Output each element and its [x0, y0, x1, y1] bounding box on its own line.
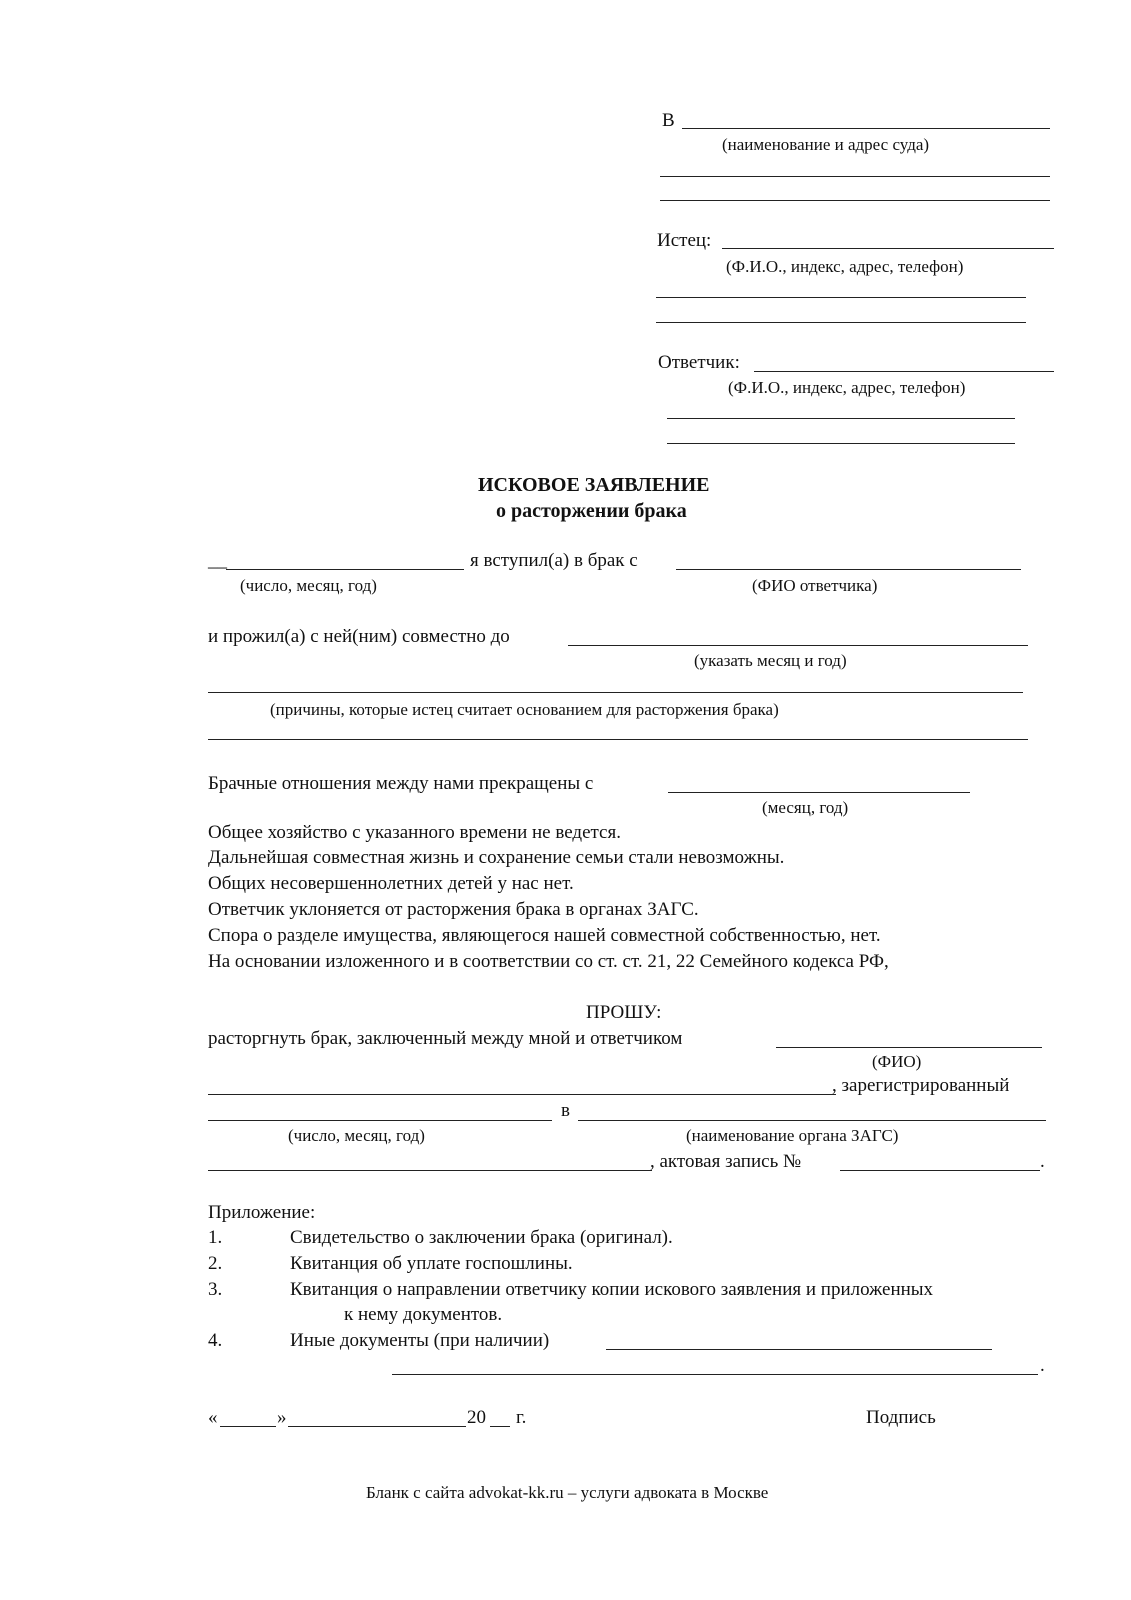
court-name-field[interactable] [682, 128, 1050, 129]
year-prefix: 20 [467, 1407, 486, 1428]
terminated-text: Брачные отношения между нами прекращены с [208, 773, 594, 794]
request-heading: ПРОШУ: [586, 1002, 662, 1023]
plaintiff-details-field-2[interactable] [656, 322, 1026, 323]
lived-caption: (указать месяц и год) [694, 651, 847, 670]
married-prefix: __ [208, 550, 227, 571]
year-suffix: г. [516, 1407, 527, 1428]
attachment-item-continuation: к нему документов. [344, 1304, 503, 1325]
defendant-details-field-2[interactable] [667, 443, 1015, 444]
attachment-item: Квитанция об уплате госпошлины. [290, 1253, 573, 1274]
month-field[interactable] [288, 1426, 466, 1427]
other-documents-field[interactable] [606, 1349, 992, 1350]
defendant-caption: (Ф.И.О., индекс, адрес, телефон) [728, 378, 966, 397]
reasons-field-1[interactable] [208, 692, 1023, 693]
court-address-field-1[interactable] [660, 176, 1050, 177]
statement-line: Общих несовершеннолетних детей у нас нет. [208, 873, 574, 894]
spouse-fio-field-2[interactable] [208, 1094, 836, 1095]
in-text: в [561, 1100, 570, 1121]
document-subtitle: о расторжении брака [496, 500, 687, 522]
other-documents-field-2[interactable] [392, 1374, 1038, 1375]
attachment-item: Свидетельство о заключении брака (оригинал). [290, 1227, 673, 1248]
court-caption: (наименование и адрес суда) [722, 135, 930, 154]
attachments-heading: Приложение: [208, 1202, 316, 1223]
act-record-number-field[interactable] [840, 1170, 1040, 1171]
terminated-date-field[interactable] [668, 792, 970, 793]
attachment-number: 3. [208, 1279, 223, 1300]
document-title: ИСКОВОЕ ЗАЯВЛЕНИЕ [478, 474, 710, 496]
marriage-date-field[interactable] [226, 569, 464, 570]
defendant-name-field[interactable] [754, 371, 1054, 372]
date-caption: (число, месяц, год) [288, 1126, 425, 1145]
statement-line: Общее хозяйство с указанного времени не ведется. [208, 822, 621, 843]
defendant-label: Ответчик: [658, 352, 740, 373]
married-spouse-caption: (ФИО ответчика) [752, 576, 878, 595]
married-text: я вступил(а) в брак с [470, 550, 638, 571]
year-field[interactable] [490, 1426, 510, 1427]
registration-date-field[interactable] [208, 1120, 552, 1121]
married-date-caption: (число, месяц, год) [240, 576, 377, 595]
request-end-period: . [1040, 1151, 1045, 1172]
attachment-item: Иные документы (при наличии) [290, 1330, 550, 1351]
lived-until-field[interactable] [568, 645, 1028, 646]
defendant-details-field-1[interactable] [667, 418, 1015, 419]
quote-open: « [208, 1407, 218, 1428]
plaintiff-caption: (Ф.И.О., индекс, адрес, телефон) [726, 257, 964, 276]
reasons-caption: (причины, которые истец считает основанием для расторжения брака) [270, 700, 779, 719]
attachment-number: 4. [208, 1330, 223, 1351]
footer-source: Бланк с сайта advokat-kk.ru – услуги адвоката в Москве [366, 1483, 769, 1502]
zags-caption: (наименование органа ЗАГС) [686, 1126, 899, 1145]
court-prefix: В [662, 110, 675, 131]
lived-text: и прожил(а) с ней(ним) совместно до [208, 626, 510, 647]
attachments-end-period: . [1040, 1355, 1045, 1376]
attachment-number: 1. [208, 1227, 223, 1248]
plaintiff-name-field[interactable] [722, 248, 1054, 249]
quote-close: » [277, 1407, 287, 1428]
statement-line: Спора о разделе имущества, являющегося нашей совместной собственностью, нет. [208, 925, 881, 946]
spouse-fio-field[interactable] [776, 1047, 1042, 1048]
zags-name-field[interactable] [578, 1120, 1046, 1121]
plaintiff-label: Истец: [657, 230, 712, 251]
statement-line: На основании изложенного и в соответствии со ст. ст. 21, 22 Семейного кодекса РФ, [208, 951, 889, 972]
act-record-text: , актовая запись № [650, 1151, 802, 1172]
court-address-field-2[interactable] [660, 200, 1050, 201]
attachment-item: Квитанция о направлении ответчику копии искового заявления и приложенных [290, 1279, 934, 1300]
zags-name-field-2[interactable] [208, 1170, 652, 1171]
statement-line: Ответчик уклоняется от расторжения брака в органах ЗАГС. [208, 899, 699, 920]
dissolve-text: расторгнуть брак, заключенный между мной и ответчиком [208, 1028, 683, 1049]
terminated-caption: (месяц, год) [762, 798, 849, 817]
reasons-field-2[interactable] [208, 739, 1028, 740]
day-field[interactable] [220, 1426, 276, 1427]
plaintiff-details-field-1[interactable] [656, 297, 1026, 298]
signature-label: Подпись [866, 1407, 936, 1428]
statement-line: Дальнейшая совместная жизнь и сохранение семьи стали невозможны. [208, 847, 785, 868]
spouse-name-field[interactable] [676, 569, 1021, 570]
fio-caption: (ФИО) [872, 1052, 922, 1071]
registered-text: , зарегистрированный [832, 1075, 1010, 1096]
attachment-number: 2. [208, 1253, 223, 1274]
